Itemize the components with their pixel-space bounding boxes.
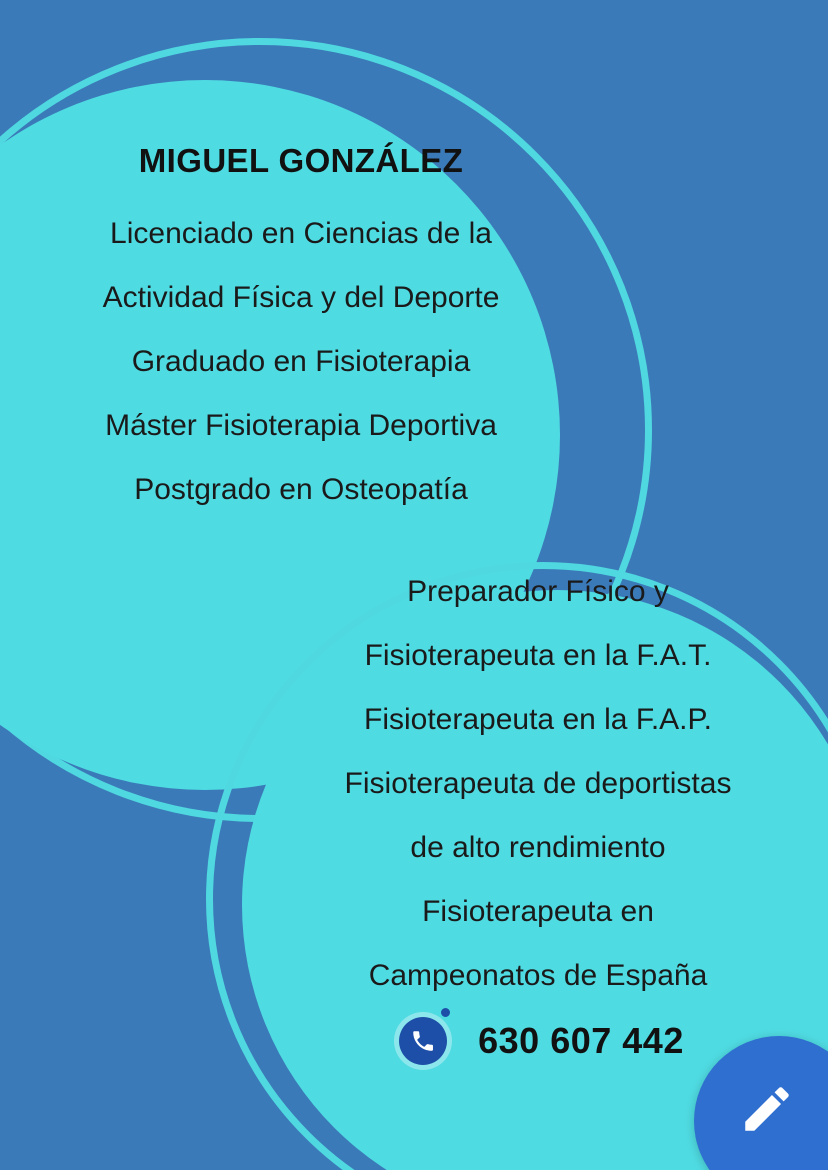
- credential-line: Postgrado en Osteopatía: [134, 473, 468, 506]
- person-name: MIGUEL GONZÁLEZ: [138, 142, 464, 179]
- experience-line: Fisioterapeuta en la F.A.T.: [364, 639, 712, 672]
- experience-line: Fisioterapeuta en: [422, 895, 654, 928]
- experience-block: [262, 560, 814, 1008]
- pencil-icon: [738, 1080, 796, 1143]
- experience-line: Fisioterapeuta en la F.A.P.: [364, 703, 712, 736]
- phone-icon[interactable]: [392, 1010, 454, 1072]
- credential-line: Máster Fisioterapia Deportiva: [105, 409, 497, 442]
- experience-line: de alto rendimiento: [410, 831, 666, 864]
- credentials-block: [16, 142, 586, 522]
- phone-number[interactable]: 630 607 442: [478, 1020, 684, 1061]
- credential-line: Graduado en Fisioterapia: [131, 345, 471, 378]
- experience-line: Preparador Físico y: [407, 575, 669, 608]
- experience-line: Fisioterapeuta de deportistas: [344, 767, 732, 800]
- phone-icon-dot: [441, 1008, 450, 1017]
- experience-line: Campeonatos de España: [368, 959, 708, 992]
- credential-line: Actividad Física y del Deporte: [102, 281, 500, 314]
- phone-icon-disc: [399, 1017, 447, 1065]
- credential-line: Licenciado en Ciencias de la: [110, 217, 492, 250]
